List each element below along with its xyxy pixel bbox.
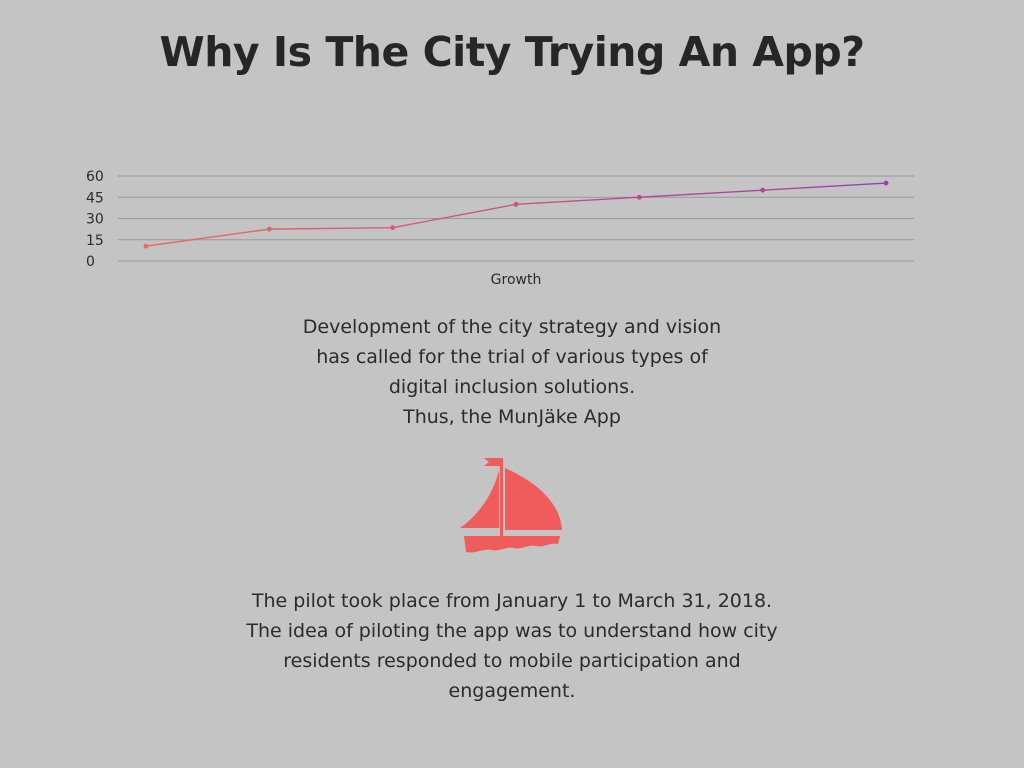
x-axis-label: Growth <box>490 272 542 288</box>
data-point <box>144 244 149 249</box>
data-point <box>760 188 765 193</box>
pilot-paragraph <box>0 586 1024 706</box>
page-title: Why Is The City Trying An App? <box>159 28 865 76</box>
pilot-line: residents responded to mobile participation and <box>283 650 741 672</box>
data-point <box>884 181 889 186</box>
strategy-paragraph <box>0 312 1024 432</box>
y-tick-label: 0 <box>86 254 95 270</box>
y-tick-label: 60 <box>86 169 104 185</box>
y-tick-label: 15 <box>86 232 104 249</box>
growth-line-chart <box>0 160 1024 295</box>
data-point <box>514 202 519 207</box>
sailboat-icon-shape <box>460 458 562 552</box>
y-tick-label: 45 <box>86 190 104 207</box>
pilot-line: The pilot took place from January 1 to March 31, 2018. <box>251 590 773 612</box>
sailboat-icon <box>454 452 570 558</box>
pilot-line: The idea of piloting the app was to understand how city <box>246 620 778 642</box>
data-point <box>267 227 272 232</box>
strategy-line: Thus, the MunJäke App <box>403 406 621 428</box>
series-line <box>146 183 886 246</box>
y-tick-label: 30 <box>86 211 104 228</box>
strategy-line: digital inclusion solutions. <box>388 376 636 398</box>
data-point <box>637 195 642 200</box>
data-point <box>390 225 395 230</box>
y-axis-ticks <box>86 169 104 270</box>
strategy-line: has called for the trial of various types of <box>316 346 708 368</box>
series-points <box>144 181 889 249</box>
pilot-line: engagement. <box>448 680 576 702</box>
strategy-line: Development of the city strategy and vision <box>302 316 722 338</box>
